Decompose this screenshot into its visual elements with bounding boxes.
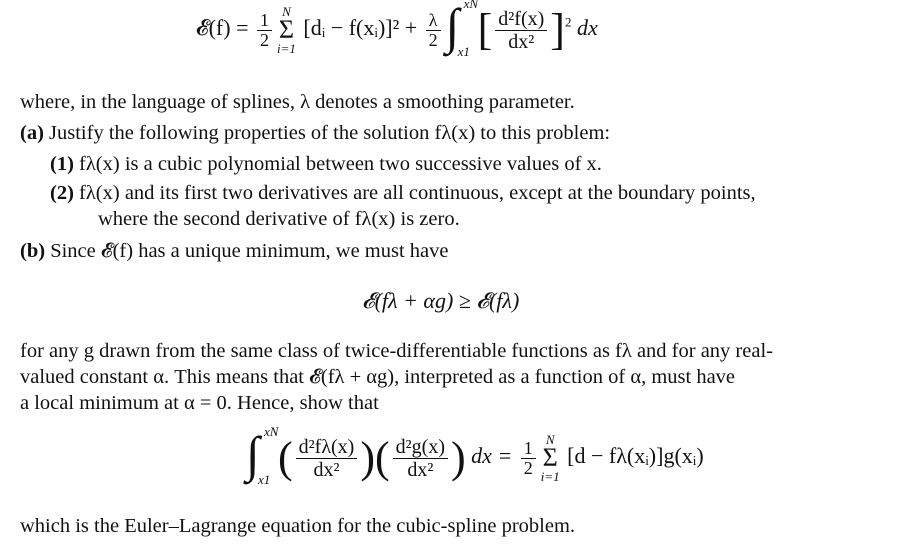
eq3-summation: N Σ i=1 [540, 432, 560, 484]
eq1-lambda-fraction: $\frac{\lambda}{2}$ [426, 11, 441, 50]
part-a-label: (a) [20, 122, 44, 144]
item-1-label: (1) [50, 153, 74, 175]
euler-lagrange-equation: ∫ xN x1 ( $\frac{\text{d²fλ(x)}}{\text{dx²}}$ )( $\frac{\text{d²g(x)}}{\text{dx²}}$ ) dx = $\frac{1}{2}$ N Σ i=1 [d − fλ(xᵢ)]g(xᵢ) [246, 424, 704, 487]
item-2-text: fλ(x) and its first two derivatives are all continuous, except at the boundary points, [79, 182, 756, 204]
eq3-f-second-derivative: $\frac{\text{d²fλ(x)}}{\text{dx²}}$ [296, 436, 358, 481]
where-line: where, in the language of splines, λ denotes a smoothing parameter. [20, 91, 575, 113]
part-a [20, 121, 610, 145]
paragraph-line-2: valued constant α. This means that 𝓔(fλ + αg), interpreted as a function of α, must have [20, 366, 736, 388]
minimum-inequality: 𝓔(fλ + αg) ≥ 𝓔(fλ) [362, 288, 520, 313]
eq1-half-fraction: $\frac{1}{2}$ [257, 11, 272, 50]
part-b-label: (b) [20, 240, 46, 262]
eq1-residual-term: [dᵢ − f(xᵢ)]² + [303, 15, 418, 41]
part-a-text: Justify the following properties of the solution fλ(x) to this problem: [49, 122, 611, 144]
item-2-continuation: where the second derivative of fλ(x) is zero. [98, 208, 460, 230]
item-1 [50, 152, 602, 176]
paragraph-line-3: a local minimum at α = 0. Hence, show that [20, 392, 379, 414]
eq3-half-fraction: $\frac{1}{2}$ [521, 439, 536, 478]
paragraph-line-1: for any g drawn from the same class of twice-differentiable functions as fλ and for any real- [20, 340, 773, 362]
item-2-label: (2) [50, 182, 74, 204]
eq1-summation: N Σ i=1 [277, 4, 296, 56]
eq3-rhs: [d − fλ(xᵢ)]g(xᵢ) [567, 443, 704, 469]
final-line: which is the Euler–Lagrange equation for the cubic-spline problem. [20, 515, 576, 537]
energy-functional-equation: 𝓔(f) = $\frac{1}{2}$ N Σ i=1 [dᵢ − f(xᵢ)]² + $\frac{\lambda}{2}$ ∫ xN x1 [ $\frac{\text{d²f(x)}}{\text{dx²}}$ ]$^2$ dx [196, 0, 598, 59]
eq1-integral: ∫ xN x1 [445, 0, 479, 59]
eq3-integral: ∫ xN x1 [246, 424, 279, 487]
eq1-lhs: 𝓔(f) = [196, 15, 249, 41]
item-1-text: fλ(x) is a cubic polynomial between two successive values of x. [79, 153, 602, 175]
eq3-g-second-derivative: $\frac{\text{d²g(x)}}{\text{dx²}}$ [393, 436, 448, 481]
part-b [20, 239, 449, 263]
eq1-second-derivative: $\frac{\text{d²f(x)}}{\text{dx²}}$ [495, 8, 547, 53]
part-b-text: Since 𝓔(f) has a unique minimum, we must have [50, 240, 449, 262]
item-2 [50, 181, 756, 205]
